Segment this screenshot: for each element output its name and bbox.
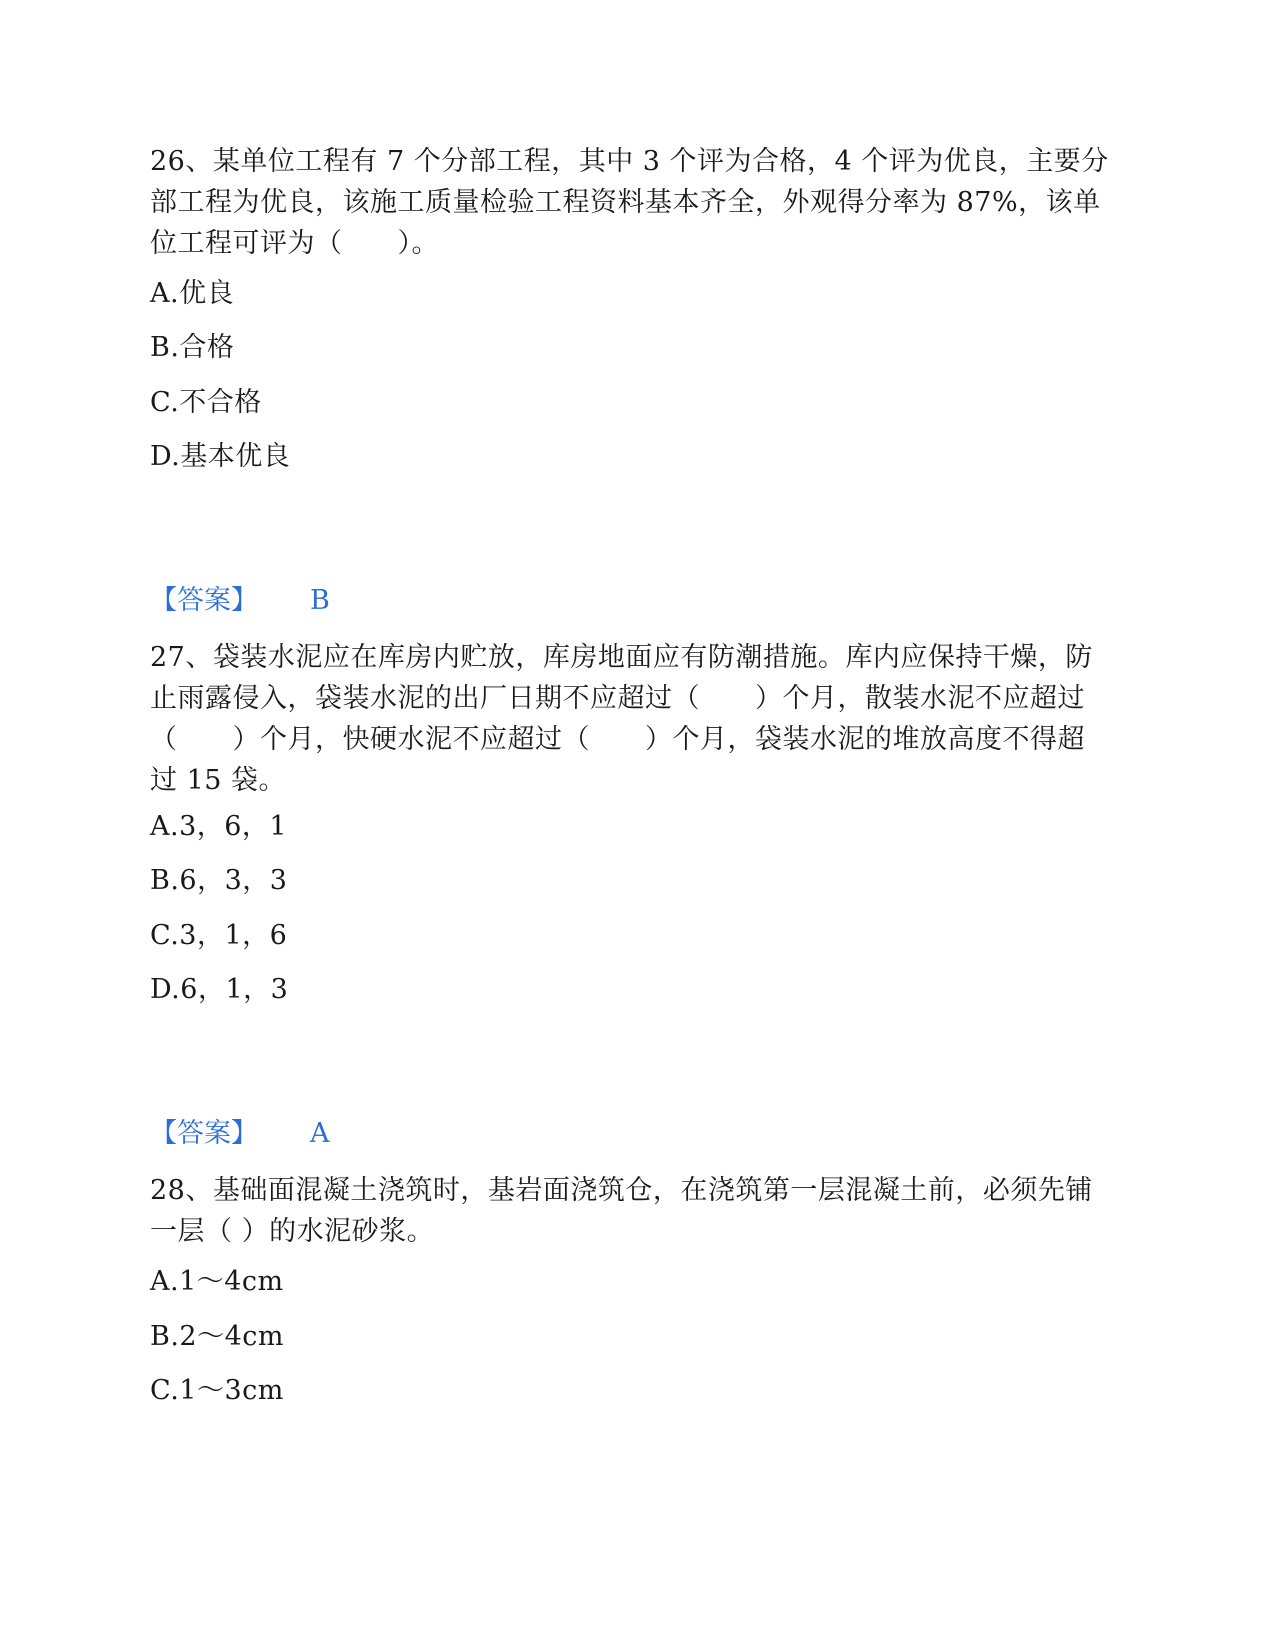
question-27-answer	[150, 1118, 330, 1150]
question-27-option-c: C.3，1，6	[150, 920, 288, 951]
question-28-option-a: A.1～4cm	[150, 1266, 284, 1297]
question-27-option-a: A.3，6，1	[150, 811, 288, 842]
answer-label: 【答案】	[150, 585, 258, 616]
question-28-option-b: B.2～4cm	[150, 1321, 285, 1352]
question-27-option-b: B.6，3，3	[150, 865, 288, 896]
question-26-option-c: C.不合格	[150, 387, 262, 418]
question-27-option-d: D.6，1，3	[150, 974, 289, 1005]
question-26-option-b: B.合格	[150, 332, 235, 363]
answer-label: 【答案】	[150, 1118, 258, 1149]
question-26-text: 26、某单位工程有 7 个分部工程，其中 3 个评为合格，4 个评为优良，主要分部工程为优良，该施工质量检验工程资料基本齐全，外观得分率为 87%，该单位工程可评为（ ）。	[150, 146, 1109, 259]
question-26-answer	[150, 585, 330, 617]
question-28-option-c: C.1～3cm	[150, 1375, 284, 1406]
question-28-text: 28、基础面混凝土浇筑时，基岩面浇筑仓，在浇筑第一层混凝土前，必须先铺一层（ ）的水泥砂浆。	[150, 1175, 1093, 1247]
answer-value: A	[310, 1118, 330, 1149]
question-26-option-d: D.基本优良	[150, 441, 291, 472]
question-27-text: 27、袋装水泥应在库房内贮放，库房地面应有防潮措施。库内应保持干燥，防止雨露侵入，袋装水泥的出厂日期不应超过（ ）个月，散装水泥不应超过（ ）个月，快硬水泥不应超过（ ）个月，袋装水泥的堆放高度不得超过 15 袋。	[150, 642, 1093, 796]
answer-value: B	[310, 585, 330, 616]
question-26-option-a: A.优良	[150, 278, 235, 309]
